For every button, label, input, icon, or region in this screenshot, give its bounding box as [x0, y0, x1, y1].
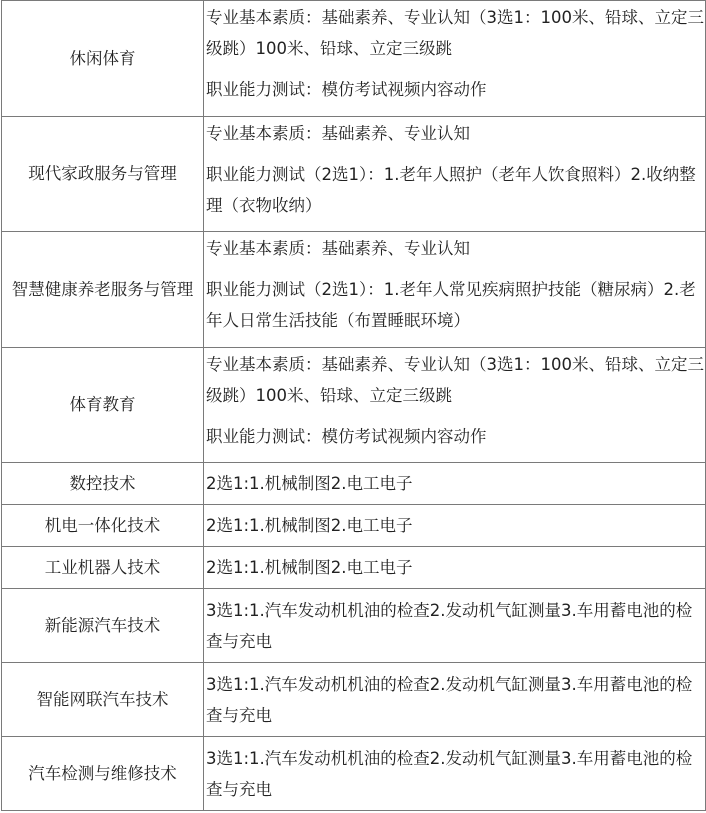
major-name: 数控技术	[2, 463, 204, 505]
major-name: 休闲体育	[2, 1, 204, 117]
requirement-line: 3选1:1.汽车发动机机油的检查2.发动机气缸测量3.车用蓄电池的检查与充电	[206, 674, 693, 725]
requirement-cell	[204, 117, 706, 232]
major-name: 现代家政服务与管理	[2, 117, 204, 232]
requirement-cell	[204, 463, 706, 505]
major-name: 工业机器人技术	[2, 547, 204, 589]
requirement-cell	[204, 589, 706, 663]
requirement-line: 职业能力测试（2选1）：1.老年人常见疾病照护技能（糖尿病）2.老年人日常生活技能（布置睡眠环境）	[206, 280, 696, 330]
table-row	[2, 348, 706, 463]
requirement-cell	[204, 1, 706, 117]
table-row	[2, 737, 706, 811]
requirement-line: 职业能力测试：模仿考试视频内容动作	[206, 80, 487, 99]
major-name: 体育教育	[2, 348, 204, 463]
requirement-cell	[204, 348, 706, 463]
major-name: 新能源汽车技术	[2, 589, 204, 663]
table-row	[2, 547, 706, 589]
requirement-line: 2选1:1.机械制图2.电工电子	[206, 516, 413, 535]
requirement-cell	[204, 547, 706, 589]
requirement-line: 3选1:1.汽车发动机机油的检查2.发动机气缸测量3.车用蓄电池的检查与充电	[206, 600, 693, 651]
requirement-line: 3选1:1.汽车发动机机油的检查2.发动机气缸测量3.车用蓄电池的检查与充电	[206, 748, 693, 799]
requirement-line: 专业基本素质：基础素养、专业认知	[206, 124, 470, 143]
table-row	[2, 1, 706, 117]
requirement-line: 职业能力测试（2选1）：1.老年人照护（老年人饮食照料）2.收纳整理（衣物收纳）	[206, 165, 696, 215]
requirement-line: 职业能力测试：模仿考试视频内容动作	[206, 427, 487, 446]
table-row	[2, 589, 706, 663]
requirement-line: 专业基本素质：基础素养、专业认知（3选1：100米、铅球、立定三级跳）100米、铅球、立定三级跳	[206, 355, 704, 405]
requirement-cell	[204, 737, 706, 811]
requirement-line: 2选1:1.机械制图2.电工电子	[206, 558, 413, 577]
table-row	[2, 663, 706, 737]
major-name: 智慧健康养老服务与管理	[2, 232, 204, 348]
table-row	[2, 232, 706, 348]
table-row	[2, 463, 706, 505]
major-name: 智能网联汽车技术	[2, 663, 204, 737]
requirement-cell	[204, 232, 706, 348]
table-row	[2, 117, 706, 232]
requirement-line: 专业基本素质：基础素养、专业认知	[206, 239, 470, 258]
requirement-line: 专业基本素质：基础素养、专业认知（3选1：100米、铅球、立定三级跳）100米、铅球、立定三级跳	[206, 8, 704, 58]
exam-requirements-table	[1, 0, 706, 811]
requirement-cell	[204, 505, 706, 547]
requirement-cell	[204, 663, 706, 737]
major-name: 机电一体化技术	[2, 505, 204, 547]
major-name: 汽车检测与维修技术	[2, 737, 204, 811]
requirement-line: 2选1:1.机械制图2.电工电子	[206, 474, 413, 493]
table-row	[2, 505, 706, 547]
